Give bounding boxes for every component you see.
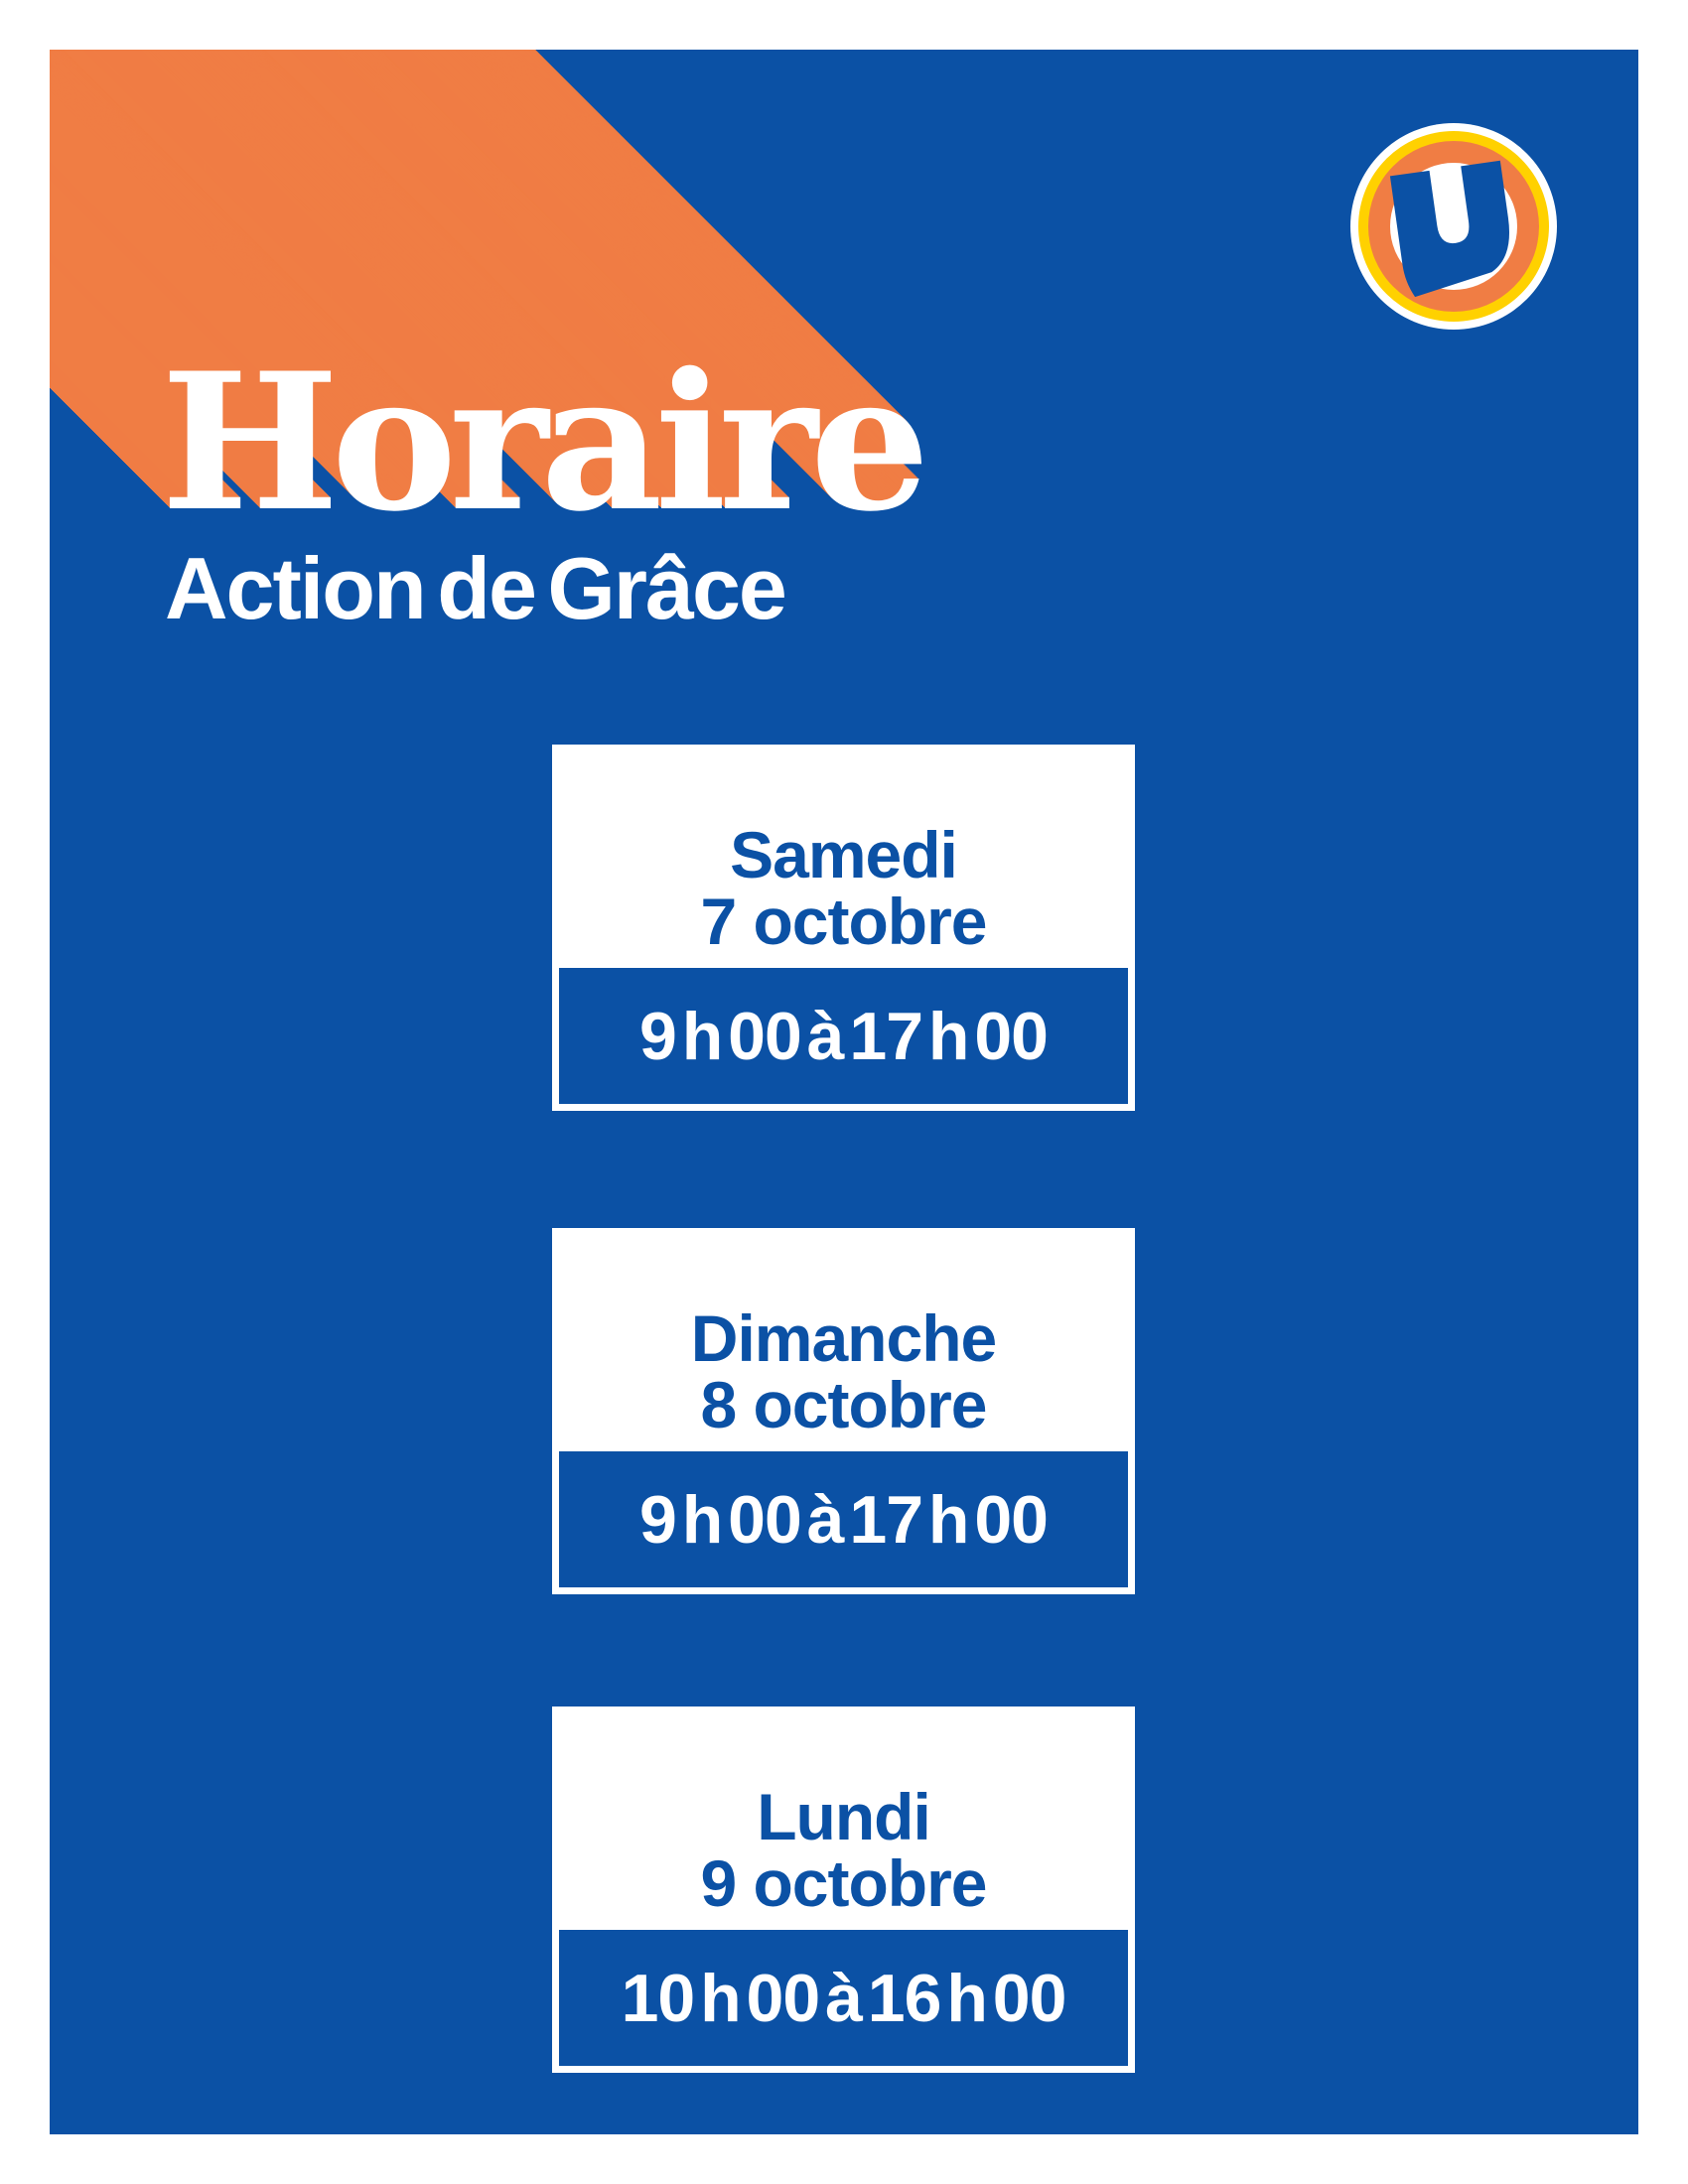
card-date-block <box>552 1780 1135 1920</box>
day-label: Dimanche <box>690 1301 997 1375</box>
page-subtitle: Action de Grâce <box>165 539 785 637</box>
hours-box <box>559 1451 1128 1587</box>
schedule-card <box>552 745 1135 1111</box>
day-label: Samedi <box>730 818 957 891</box>
uniprix-logo <box>1350 123 1557 330</box>
schedule-card <box>552 1228 1135 1594</box>
hours-box <box>559 968 1128 1104</box>
card-date-block <box>552 1301 1135 1441</box>
day-label: Lundi <box>757 1780 930 1853</box>
date-label: 8 octobre <box>700 1368 987 1441</box>
date-label: 7 octobre <box>700 885 987 958</box>
date-label: 9 octobre <box>700 1846 987 1920</box>
hours-box <box>559 1930 1128 2066</box>
page-title: Horaire <box>161 332 922 553</box>
hours-label: 9 h 00 à 17 h 00 <box>639 998 1048 1074</box>
hours-label: 10 h 00 à 16 h 00 <box>621 1960 1066 2036</box>
hours-label: 9 h 00 à 17 h 00 <box>639 1481 1048 1558</box>
schedule-card <box>552 1706 1135 2073</box>
page-background <box>50 50 1638 2134</box>
card-date-block <box>552 818 1135 958</box>
